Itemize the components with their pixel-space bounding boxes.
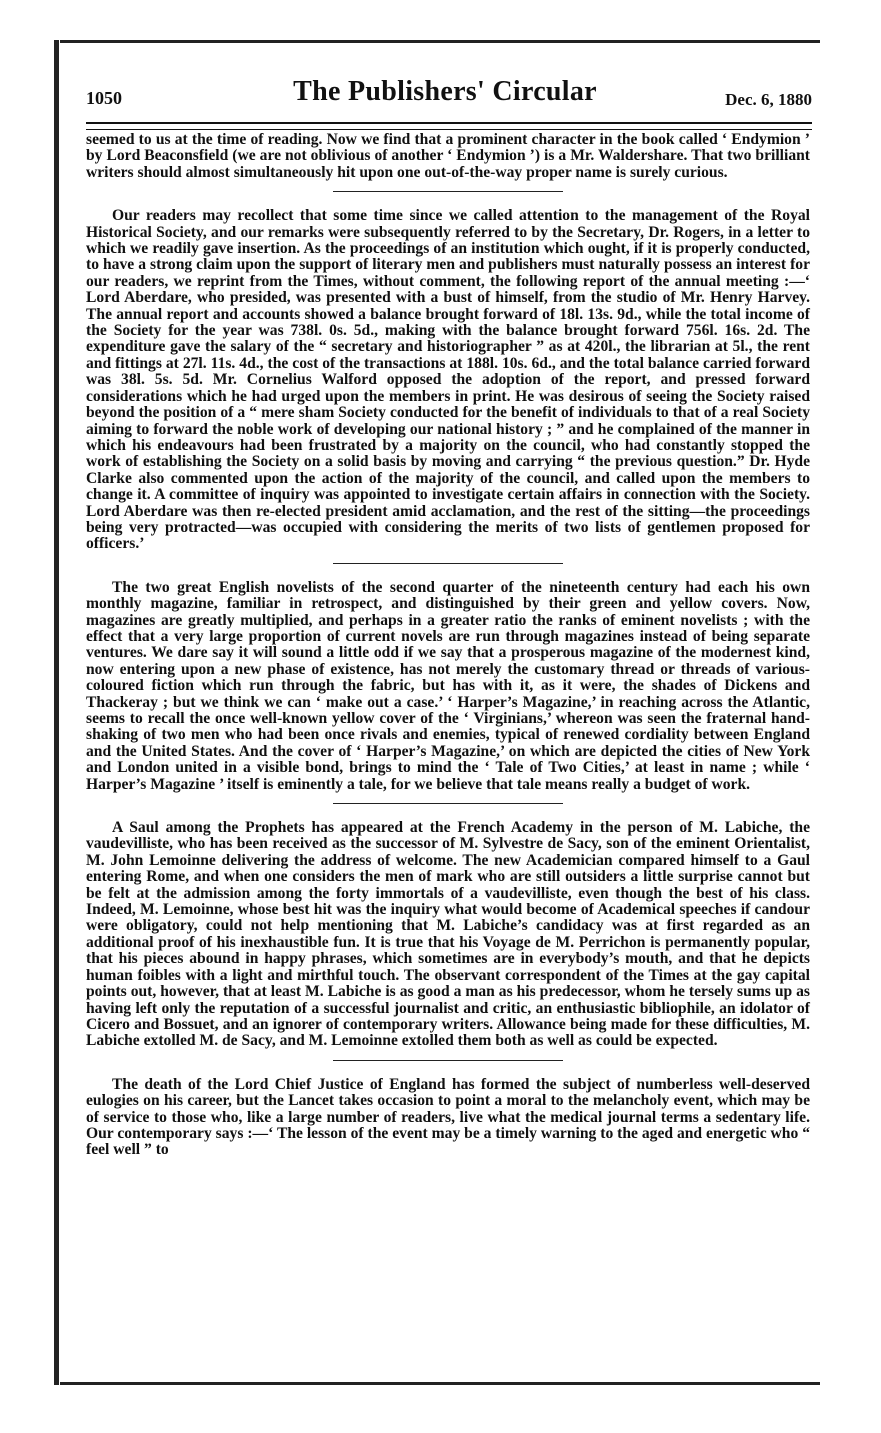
page-number: 1050: [86, 88, 122, 108]
paragraph-historical-society: Our readers may recollect that some time since we called attention to the management of the Royal Historical Society, and our remarks were subsequently referred to by the Secretary, Dr. Rogers, in a letter to which we readily gave insertion. As the proceedings of an institution which ought, if it is properly conducted, to have a strong claim upon the support of literary men and publishers must naturally possess an interest for our readers, we reprint from the Times, without comment, the following report of the annual meeting :—‘ Lord Aberdare, who presided, was presented with a bust of himself, from the studio of Mr. Henry Harvey. The annual report and accounts showed a balance brought forward of 18l. 13s. 9d., while the total income of the Society for the year was 738l. 0s. 5d., making with the balance brought forward 756l. 16s. 2d. The expenditure gave the salary of the “ secretary and historiographer ” as at 420l., the librarian at 5l., the rent and fittings at 27l. 11s. 4d., the cost of the transactions at 188l. 10s. 6d., and the total balance carried forward was 38l. 5s. 5d. Mr. Cornelius Walford opposed the adoption of the report, and pressed forward considerations which he had urged upon the members in print. He was desirous of seeing the Society raised beyond the position of a “ mere sham Society conducted for the benefit of individuals to that of a real Society aiming to forward the noble work of developing our national history ; ” and he complained of the manner in which his endeavours had been frustrated by a majority on the council, who had constantly stopped the work of establishing the Society on a solid basis by moving and carrying “ the previous question.” Dr. Hyde Clarke also commented upon the action of the majority of the council, and called upon the members to change it. A committee of inquiry was appointed to investigate certain affairs in connection with the Society. Lord Aberdare was then re-elected president amid acclamation, and the rest of the sitting—the proceedings being very protracted—was occupied with considering the merits of two lists of gentlemen proposed for officers.’: [86, 207, 810, 553]
paragraph-french-academy: A Saul among the Prophets has appeared at the French Academy in the person of M. Labiche, the vaudevilliste, who has been received as the successor of M. Sylvestre de Sacy, son of the eminent Orientalist, M. John Lemoinne delivering the address of welcome. The new Academician compared himself to a Gaul entering Rome, and when one considers the men of mark who are still outsiders a little surprise cannot but be felt at the admission among the forty immortals of a vaudevilliste, even though the best of his class. Indeed, M. Lemoinne, whose best hit was the inquiry what would become of Academical speeches if candour were obligatory, could not help mentioning that M. Labiche’s candidacy was at first regarded as an additional proof of his inexhaustible fun. It is true that his Voyage de M. Perrichon is permanently popular, that his pieces abound in happy phrases, which sometimes are in everybody’s mouth, and that he depicts human foibles with a light and mirthful touch. The observant correspondent of the Times at the gay capital points out, however, that at least M. Labiche is as good a man as his predecessor, whom he tersely sums up as having left only the reputation of a successful journalist and critic, an enthusiastic bibliophile, an idolator of Cicero and Bossuet, and an ignorer of contemporary writers. Allowance being made for these difficulties, M. Labiche extolled M. de Sacy, and M. Lemoinne extolled them both as well as could be expected.: [86, 819, 810, 1050]
article-body: [86, 132, 810, 1159]
section-separator: [333, 1060, 563, 1061]
header-rule: [86, 122, 812, 130]
bottom-border: [60, 1382, 820, 1385]
section-separator: [333, 803, 563, 804]
section-separator: [333, 191, 563, 192]
top-border: [60, 40, 820, 43]
binding-edge: [54, 40, 59, 1385]
section-separator: [333, 563, 563, 564]
journal-title: The Publishers' Circular: [293, 76, 597, 107]
paragraph-continuation: seemed to us at the time of reading. Now we find that a prominent character in the book called ‘ Endymion ’ by Lord Beaconsfield (we are not oblivious of another ‘ Endymion ’) is a Mr. Waldershare. That two brilliant writers should almost simultaneously hit upon one out-of-the-way proper name is surely curious.: [86, 131, 810, 181]
paragraph-lord-chief-justice: The death of the Lord Chief Justice of England has formed the subject of numberless well-deserved eulogies on his career, but the Lancet takes occasion to point a moral to the melancholy event, which may be of service to those who, like a large number of readers, live what the medical journal terms a sedentary life. Our contemporary says :—‘ The lesson of the event may be a timely warning to the aged and energetic who “ feel well ” to: [86, 1075, 810, 1159]
running-header: [78, 76, 812, 116]
page: [60, 40, 820, 1385]
issue-date: Dec. 6, 1880: [725, 90, 812, 109]
paragraph-novelists: The two great English novelists of the second quarter of the nineteenth century had each his own monthly magazine, familiar in retrospect, and distinguished by their green and yellow covers. Now, magazines are greatly multiplied, and perhaps in a greater ratio the ranks of eminent novelists ; with the effect that a very large proportion of current novels are run through magazines instead of being separate ventures. We dare say it will sound a little odd if we say that a prosperous magazine of the modernest kind, now entering upon a new phase of existence, has not merely the customary thread or threads of various-coloured fiction which run through the fabric, but has with it, as it were, the shades of Dickens and Thackeray ; but we think we can ‘ make out a case.’ ‘ Harper’s Magazine,’ in reaching across the Atlantic, seems to recall the once well-known yellow cover of the ‘ Virginians,’ whereon was seen the fraternal hand-shaking of two men who had been once rivals and enemies, typical of renewed cordiality between England and the United States. And the cover of ‘ Harper’s Magazine,’ on which are depicted the cities of New York and London united in a visible bond, brings to mind the ‘ Tale of Two Cities,’ at least in name ; while ‘ Harper’s Magazine ’ itself is eminently a tale, for we believe that tale means really a budget of work.: [86, 578, 810, 793]
